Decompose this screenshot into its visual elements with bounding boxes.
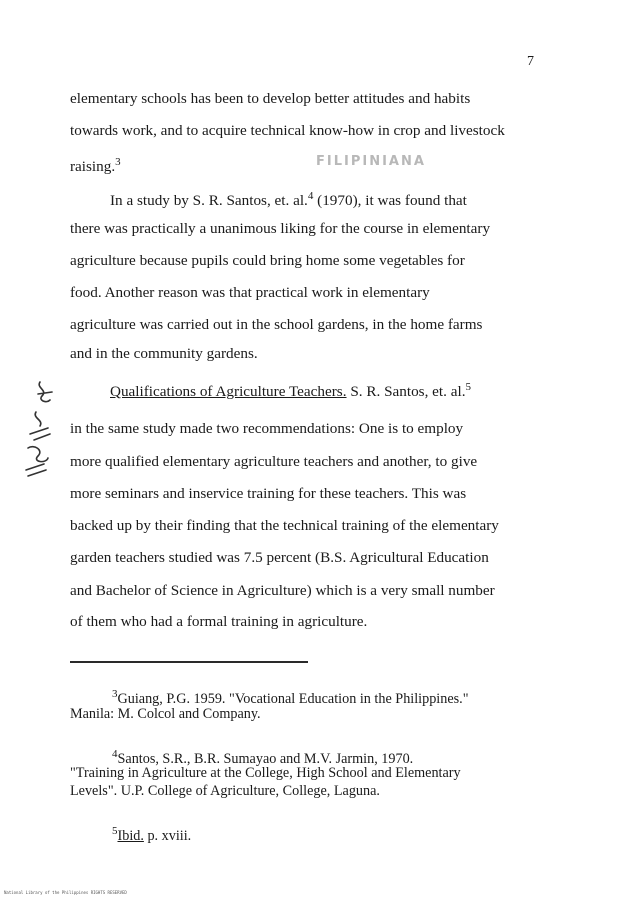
footnote-mark: 4 <box>112 748 118 760</box>
body-text: S. R. Santos, et. al. <box>346 383 466 401</box>
body-line: food. Another reason was that practical work in elementary <box>70 284 430 301</box>
footnote-3-line: Manila: M. Colcol and Company. <box>70 706 261 722</box>
footnote-text: Santos, S.R., B.R. Sumayao and M.V. Jarmin, 1970. <box>117 751 414 767</box>
footnote-ibid: Ibid. <box>117 828 144 844</box>
reference-mark: 3 <box>115 156 121 168</box>
handwritten-margin-note <box>14 378 74 488</box>
body-text: raising. <box>70 158 116 176</box>
body-line: more seminars and inservice training for these teachers. This was <box>70 485 467 502</box>
footnote-text: Guiang, P.G. 1959. "Vocational Education in the Philippines." <box>117 691 469 707</box>
body-line: backed up by their finding that the technical training of the elementary <box>70 517 499 534</box>
footnote-4-line: "Training in Agriculture at the College, High School and Elementary <box>70 765 461 781</box>
footnote-divider <box>70 661 308 663</box>
body-line: elementary schools has been to develop better attitudes and habits <box>70 90 471 107</box>
body-line <box>70 152 121 177</box>
body-line: of them who had a formal training in agriculture. <box>70 613 368 630</box>
body-line: towards work, and to acquire technical know-how in crop and livestock <box>70 122 505 139</box>
footnote-mark: 3 <box>112 688 118 700</box>
page-number: 7 <box>527 54 534 69</box>
footnote-5-line <box>112 822 191 845</box>
body-line: in the same study made two recommendations: One is to employ <box>70 420 464 437</box>
reference-mark: 4 <box>307 190 314 202</box>
filipiniana-stamp: FILIPINIANA <box>316 154 426 169</box>
body-line: and Bachelor of Science in Agriculture) which is a very small number <box>70 582 495 599</box>
body-line: agriculture was carried out in the school gardens, in the home farms <box>70 316 483 333</box>
footnote-4-line: Levels". U.P. College of Agriculture, College, Laguna. <box>70 783 380 799</box>
body-line: and in the community gardens. <box>70 345 258 362</box>
section-heading: Qualifications of Agriculture Teachers. <box>110 383 347 401</box>
body-text: (1970), it was found that <box>317 192 467 210</box>
scan-footer: National Library of the Philippines RIGHTS RESERVED <box>4 890 127 895</box>
footnote-mark: 5 <box>112 825 118 837</box>
handwritten-note-icon <box>14 378 74 488</box>
body-line: more qualified elementary agriculture teachers and another, to give <box>70 453 478 470</box>
body-line <box>110 186 467 211</box>
body-line: agriculture because pupils could bring home some vegetables for <box>70 252 465 269</box>
footnote-text: p. xviii. <box>143 828 192 844</box>
body-line: there was practically a unanimous liking for the course in elementary <box>70 220 491 237</box>
body-line: garden teachers studied was 7.5 percent (B.S. Agricultural Education <box>70 549 489 566</box>
reference-mark: 5 <box>465 381 471 393</box>
body-line <box>110 377 471 402</box>
body-text: In a study by S. R. Santos, et. al. <box>110 192 308 210</box>
